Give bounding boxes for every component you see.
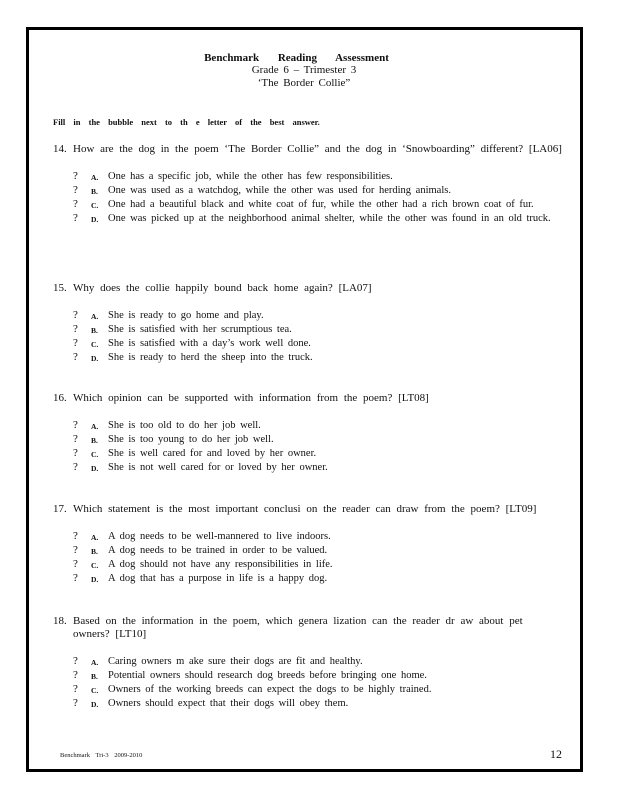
option-letter: B. bbox=[91, 672, 98, 681]
option-text: She is well cared for and loved by her owner. bbox=[108, 448, 317, 459]
option-letter: B. bbox=[91, 326, 98, 335]
answer-bubble-icon[interactable]: ? bbox=[73, 337, 78, 349]
option-text: A dog needs to be trained in order to be valued. bbox=[108, 545, 328, 556]
question-text: Why does the collie happily bound back home again? [LA07] bbox=[73, 282, 372, 294]
question-stem bbox=[53, 615, 563, 641]
document-subtitle: Grade 6 – Trimester 3 bbox=[251, 64, 357, 76]
option-letter: C. bbox=[91, 450, 99, 459]
answer-bubble-icon[interactable]: ? bbox=[73, 351, 78, 363]
option-b[interactable] bbox=[53, 323, 563, 337]
answer-bubble-icon[interactable]: ? bbox=[73, 669, 78, 681]
option-c[interactable] bbox=[53, 447, 563, 461]
option-text: She is satisfied with a day’s work well done. bbox=[108, 338, 311, 349]
option-d[interactable] bbox=[53, 212, 563, 226]
answer-bubble-icon[interactable]: ? bbox=[73, 170, 78, 182]
question-text: How are the dog in the poem ‘The Border Collie” and the dog in ‘Snowboarding” different? [LA06] bbox=[73, 143, 562, 155]
question-17 bbox=[53, 503, 563, 586]
question-number: 15. bbox=[53, 282, 67, 294]
option-b[interactable] bbox=[53, 433, 563, 447]
option-letter: D. bbox=[91, 215, 99, 224]
option-text: A dog needs to be well-mannered to live indoors. bbox=[108, 531, 331, 542]
answer-bubble-icon[interactable]: ? bbox=[73, 544, 78, 556]
question-18 bbox=[53, 615, 563, 711]
option-letter: C. bbox=[91, 686, 99, 695]
option-text: She is not well cared for or loved by her owner. bbox=[108, 462, 328, 473]
answer-bubble-icon[interactable]: ? bbox=[73, 433, 78, 445]
answer-bubble-icon[interactable]: ? bbox=[73, 323, 78, 335]
answer-bubble-icon[interactable]: ? bbox=[73, 419, 78, 431]
answer-bubble-icon[interactable]: ? bbox=[73, 198, 78, 210]
question-text: Which statement is the most important conclusi on the reader can draw from the poem? [LT09] bbox=[73, 503, 537, 515]
option-text: She is too young to do her job well. bbox=[108, 434, 274, 445]
answer-bubble-icon[interactable]: ? bbox=[73, 530, 78, 542]
answer-options bbox=[53, 419, 563, 475]
option-letter: A. bbox=[91, 312, 99, 321]
option-letter: B. bbox=[91, 187, 98, 196]
answer-options bbox=[53, 530, 563, 586]
option-d[interactable] bbox=[53, 461, 563, 475]
option-c[interactable] bbox=[53, 337, 563, 351]
option-letter: A. bbox=[91, 533, 99, 542]
option-text: Owners should expect that their dogs will obey them. bbox=[108, 698, 349, 709]
answer-options bbox=[53, 309, 563, 365]
question-text: Based on the information in the poem, which genera lization can the reader dr aw about pet owners? [LT10] bbox=[73, 615, 523, 640]
question-text: Which opinion can be supported with information from the poem? [LT08] bbox=[73, 392, 429, 404]
option-c[interactable] bbox=[53, 683, 563, 697]
option-letter: B. bbox=[91, 547, 98, 556]
option-text: One has a specific job, while the other has few responsibilities. bbox=[108, 171, 393, 182]
option-a[interactable] bbox=[53, 309, 563, 323]
option-a[interactable] bbox=[53, 530, 563, 544]
question-14 bbox=[53, 143, 563, 226]
option-a[interactable] bbox=[53, 419, 563, 433]
answer-bubble-icon[interactable]: ? bbox=[73, 309, 78, 321]
instructions: Fill in the bubble next to th e letter of the best answer. bbox=[53, 117, 320, 127]
option-text: One was used as a watchdog, while the other was used for herding animals. bbox=[108, 185, 451, 196]
option-a[interactable] bbox=[53, 170, 563, 184]
answer-bubble-icon[interactable]: ? bbox=[73, 683, 78, 695]
document-header bbox=[0, 52, 618, 90]
option-letter: D. bbox=[91, 464, 99, 473]
footer-label: Benchmark Tri-3 2009-2010 bbox=[60, 752, 143, 759]
option-text: A dog should not have any responsibilities in life. bbox=[108, 559, 333, 570]
question-number: 17. bbox=[53, 503, 67, 515]
question-stem bbox=[53, 143, 563, 156]
option-d[interactable] bbox=[53, 572, 563, 586]
option-letter: C. bbox=[91, 201, 99, 210]
option-letter: A. bbox=[91, 658, 99, 667]
story-title: ‘The Border Collie” bbox=[257, 77, 351, 89]
question-number: 14. bbox=[53, 143, 67, 155]
option-b[interactable] bbox=[53, 669, 563, 683]
answer-bubble-icon[interactable]: ? bbox=[73, 447, 78, 459]
answer-options bbox=[53, 170, 563, 226]
option-b[interactable] bbox=[53, 184, 563, 198]
question-15 bbox=[53, 282, 563, 365]
option-text: One had a beautiful black and white coat of fur, while the other had a rich brown coat of fur. bbox=[108, 199, 534, 210]
answer-bubble-icon[interactable]: ? bbox=[73, 572, 78, 584]
answer-bubble-icon[interactable]: ? bbox=[73, 461, 78, 473]
option-text: One was picked up at the neighborhood animal shelter, while the other was found in an old truck. bbox=[108, 213, 551, 224]
option-c[interactable] bbox=[53, 198, 563, 212]
question-stem bbox=[53, 503, 563, 516]
answer-options bbox=[53, 655, 563, 711]
option-letter: B. bbox=[91, 436, 98, 445]
question-number: 16. bbox=[53, 392, 67, 404]
question-16 bbox=[53, 392, 563, 475]
option-text: She is too old to do her job well. bbox=[108, 420, 261, 431]
option-letter: D. bbox=[91, 700, 99, 709]
option-text: She is ready to herd the sheep into the truck. bbox=[108, 352, 313, 363]
option-text: Potential owners should research dog breeds before bringing one home. bbox=[108, 670, 427, 681]
answer-bubble-icon[interactable]: ? bbox=[73, 212, 78, 224]
document-title: Benchmark Reading Assessment bbox=[204, 52, 389, 64]
answer-bubble-icon[interactable]: ? bbox=[73, 697, 78, 709]
option-text: A dog that has a purpose in life is a happy dog. bbox=[108, 573, 328, 584]
option-text: Caring owners m ake sure their dogs are fit and healthy. bbox=[108, 656, 363, 667]
option-a[interactable] bbox=[53, 655, 563, 669]
answer-bubble-icon[interactable]: ? bbox=[73, 558, 78, 570]
option-letter: A. bbox=[91, 173, 99, 182]
question-stem bbox=[53, 392, 563, 405]
answer-bubble-icon[interactable]: ? bbox=[73, 655, 78, 667]
option-letter: C. bbox=[91, 340, 99, 349]
option-text: Owners of the working breeds can expect the dogs to be highly trained. bbox=[108, 684, 432, 695]
option-d[interactable] bbox=[53, 697, 563, 711]
option-d[interactable] bbox=[53, 351, 563, 365]
option-letter: A. bbox=[91, 422, 99, 431]
option-c[interactable] bbox=[53, 558, 563, 572]
question-stem bbox=[53, 282, 563, 295]
option-text: She is ready to go home and play. bbox=[108, 310, 264, 321]
answer-bubble-icon[interactable]: ? bbox=[73, 184, 78, 196]
question-number: 18. bbox=[53, 615, 67, 627]
option-letter: D. bbox=[91, 354, 99, 363]
option-letter: D. bbox=[91, 575, 99, 584]
option-b[interactable] bbox=[53, 544, 563, 558]
option-text: She is satisfied with her scrumptious tea. bbox=[108, 324, 292, 335]
page-number: 12 bbox=[550, 747, 562, 761]
option-letter: C. bbox=[91, 561, 99, 570]
